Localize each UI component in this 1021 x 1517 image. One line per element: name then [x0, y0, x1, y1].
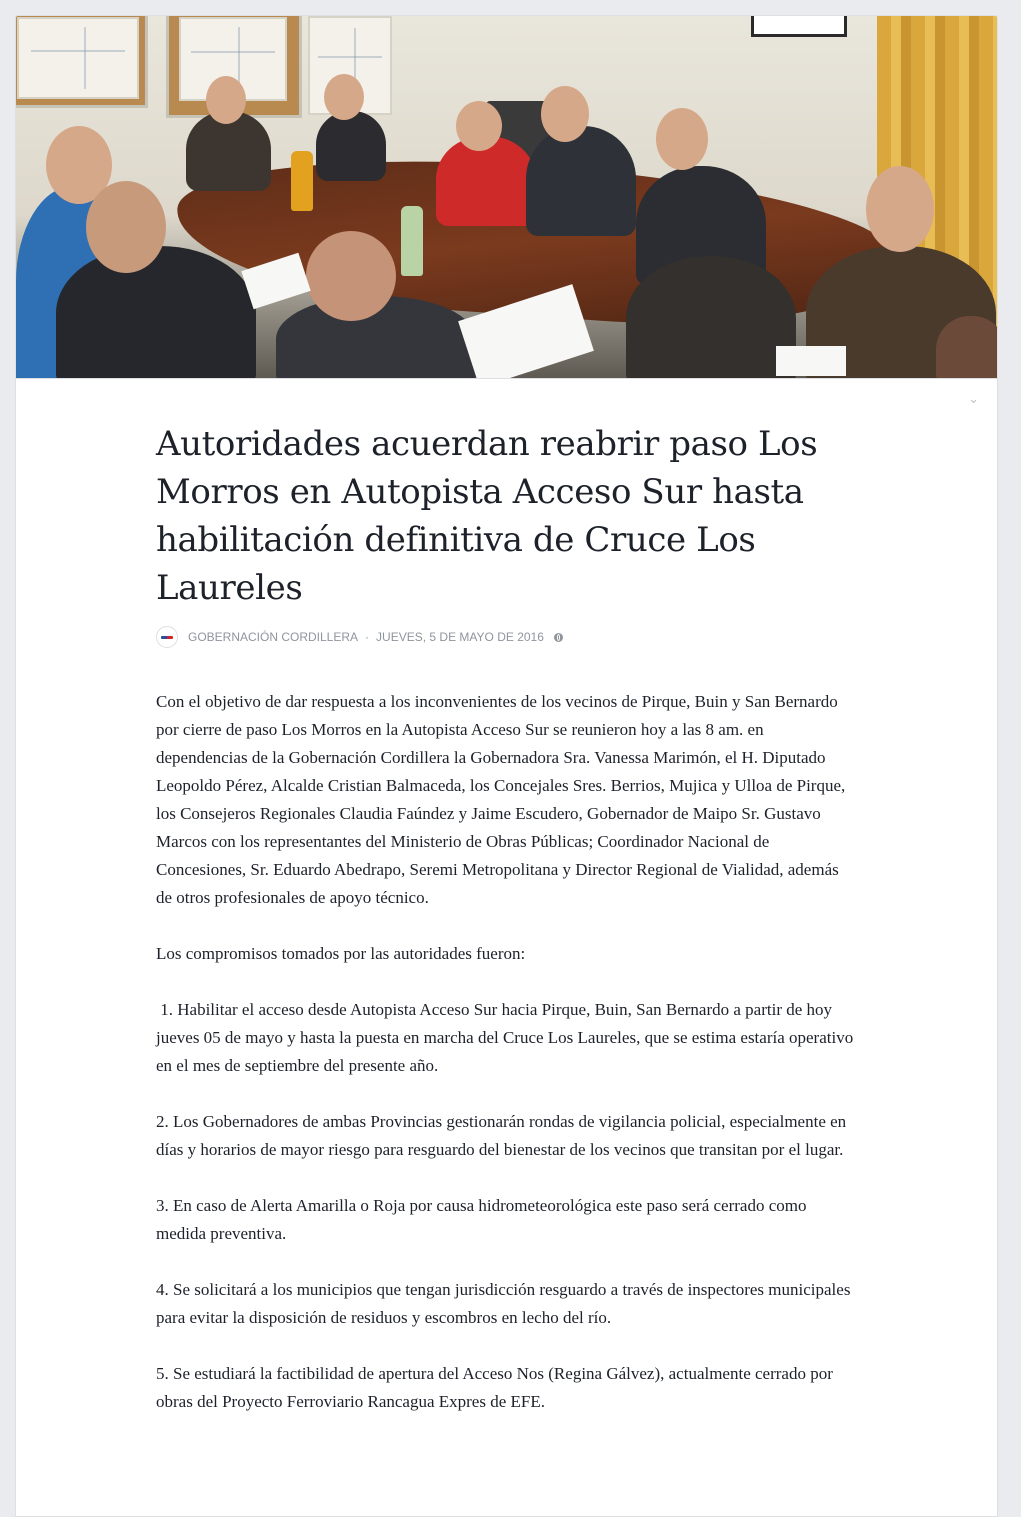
water-bottle: [401, 206, 423, 276]
person: [316, 111, 386, 181]
chevron-down-icon[interactable]: ⌄: [968, 392, 979, 407]
person-head: [656, 108, 708, 170]
person: [626, 256, 796, 379]
logo-icon: [161, 636, 173, 639]
paragraph: 4. Se solicitará a los municipios que tengan jurisdicción resguardo a través de inspectores municipales para evitar la disposición de residuos y escombros en lecho del río.: [156, 1280, 851, 1327]
wall-frame: [751, 16, 847, 37]
person: [526, 126, 636, 236]
paragraph: Con el objetivo de dar respuesta a los inconvenientes de los vecinos de Pirque, Buin y San Bernardo por cierre de paso Los Morros en la Autopista Acceso Sur se reunieron hoy a las 8 am. en dependencias de la Gobernación Cordillera la Gobernadora Sra. Vanessa Marimón, el H. Diputado Leopoldo Pérez, Alcalde Cristian Balmaceda, los Concejales Sres. Berrios, Mujica y Ulloa de Pirque, los Consejeros Regionales Claudia Faúndez y Jaime Escudero, Gobernador de Maipo Sr. Gustavo Marcos con los representantes del Ministerio de Obras Públicas; Coordinador Nacional de Concesiones, Sr. Eduardo Abedrapo, Seremi Metropolitana y Director Regional de Vialidad, además de otros profesionales de apoyo técnico.: [156, 692, 846, 907]
person-head: [306, 231, 396, 321]
paragraph: 3. En caso de Alerta Amarilla o Roja por causa hidrometeorológica este paso será cerrado como medida preventiva.: [156, 1196, 807, 1243]
paragraph: 1. Habilitar el acceso desde Autopista Acceso Sur hacia Pirque, Buin, San Bernardo a partir de hoy jueves 05 de mayo y hasta la puesta en marcha del Cruce Los Laureles, que se estima estaría operativo en el mes de septiembre del presente año.: [156, 1000, 858, 1075]
person-head: [86, 181, 166, 273]
juice-bottle: [291, 151, 313, 211]
page-avatar[interactable]: [156, 626, 178, 648]
meta-separator: ·: [365, 630, 370, 644]
cork-board: [16, 16, 148, 108]
globe-icon: [554, 633, 563, 642]
person-head: [456, 101, 502, 151]
person: [936, 316, 997, 379]
wall-map: [17, 17, 139, 99]
paragraph: Los compromisos tomados por las autoridades fueron:: [156, 944, 526, 963]
publish-date[interactable]: JUEVES, 5 DE MAYO DE 2016: [376, 630, 544, 644]
notebook: [776, 346, 846, 376]
article: [156, 420, 856, 1444]
person-head: [866, 166, 934, 252]
person-head: [206, 76, 246, 124]
person: [56, 246, 256, 379]
person-head: [324, 74, 364, 120]
cover-photo[interactable]: [16, 16, 997, 379]
note-card: [15, 15, 998, 1517]
article-meta: [156, 626, 856, 648]
author-name[interactable]: GOBERNACIÓN CORDILLERA: [188, 630, 359, 644]
article-body: [156, 688, 856, 1416]
paragraph: 2. Los Gobernadores de ambas Provincias gestionarán rondas de vigilancia policial, especialmente en días y horarios de mayor riesgo para resguardo del bienestar de los vecinos que transitan por el lugar.: [156, 1112, 847, 1159]
person-head: [541, 86, 589, 142]
article-title: Autoridades acuerdan reabrir paso Los Morros en Autopista Acceso Sur hasta habilitación definitiva de Cruce Los Laureles: [156, 424, 818, 608]
paragraph: 5. Se estudiará la factibilidad de apertura del Acceso Nos (Regina Gálvez), actualmente cerrado por obras del Proyecto Ferroviario Rancagua Expres de EFE.: [156, 1364, 833, 1411]
